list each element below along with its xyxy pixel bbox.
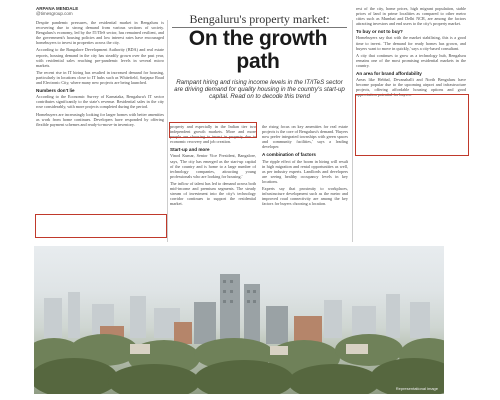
article-paragraph: A city that continues to grow as a technology hub, Bengaluru remains one of the most promising residential markets in the country. [356,52,466,68]
highlight-box [35,214,167,238]
article-paragraph: The ripple effect of the boom in hiring will result in high migration and rental opportunities as well, as per industry experts. Landlords and developers are seeing healthy occupancy levels in key locations. [262,158,348,184]
article-paragraph: According to the Economic Survey of Karnataka, Bengaluru's IT sector contributes significantly to the state's revenue. Residential sales in the city rose considerably, with more projects completed during the period. [36,94,164,110]
article-column-3 [262,124,348,242]
article-paragraph: The inflow of talent has led to demand across both mid-income and premium segments. The steady stream of investment into the city's technology corridor continues to support the residential market. [170,180,256,207]
byline [36,6,166,16]
article-deck: Rampant hiring and rising income levels in the IT/ITeS sector are driving demand for quality housing in the country's start-up capital. Read on to decode this trend [174,79,345,101]
section-subheading: An area for brand affordability [356,71,422,77]
photo-caption: Representational image [395,386,438,391]
article-paragraph: Homebuyers are increasingly looking for larger homes with better amenities as work from home continues. Developers have responded by offering flexible payment schemes and ready-to-move-in inventory. [36,111,164,127]
author-name: ARPANA MENDALE [36,6,79,11]
article-column-1 [36,20,164,244]
highlight-box [355,94,469,156]
skyline-illustration [34,246,444,394]
column-divider [352,20,353,242]
highlight-box [169,122,257,138]
section-subheading: A combination of factors [262,152,316,158]
article-paragraph: property and especially in the Indian tier two independent growth markets. More and more people are choosing to invest in property due to economic recovery and job creation. [170,124,256,145]
article-paragraph: Despite pandemic pressures, the residential market in Bengaluru is recovering due to strong demand from various sections of society. Bengaluru's economy, led by the IT/ITeS sector, has remained resilient, and the government's housing policies and low interest rates have encouraged homebuyers to invest in properties across the city. [36,20,164,46]
section-subheading: Start-up and more [170,147,210,153]
article-paragraph: Areas like Hebbal, Devanahalli and North Bengaluru have become popular due to the upcoming airport and infrastructure projects, offering affordable housing options and good appreciation potential for buyers. [356,77,466,98]
article-paragraph: Experts say that proximity to workplaces, infrastructure development such as the metro and improved road connectivity are among the key factors for buyers choosing a location. [262,186,348,207]
article-paragraph: Homebuyers say that with the market stabilising, this is a good time to invest. 'The demand for ready homes has grown, and buyers want to move in quickly,' says a city-based consultant. [356,35,466,51]
author-handle: @timesgroup.com [36,11,73,16]
section-subheading: To buy or not to buy? [356,29,403,35]
article-paragraph: rest of the city, home prices, high migrant population, stable prices of land in prime localities as compared to other metro cities such as Mumbai and Delhi NCR, are among the factors attracting investors and end users to the city's property market. [356,6,466,27]
article-paragraph: Vinod Kumar, Senior Vice President, Bangalore, says, 'The city has emerged as the start-up capital of the country and is home to a large number of technology companies, attracting young professionals who are looking for housing.' [170,153,256,179]
article-column-2 [170,124,256,242]
article-headline: On the growth path [188,27,328,73]
article-paragraph: the rising focus on key amenities for real estate projects is the core of Bengaluru's demand. 'Buyers now prefer integrated townships with green spaces and community facilities,' says a leading developer. [262,124,348,150]
article-kicker: Bengaluru's property market: [189,12,330,26]
article-paragraph: The recent rise in IT hiring has resulted in increased demand for housing, particularly in locations close to IT hubs such as Whitefield, Sarjapur Road and Electronic City, where many new projects are being launched. [36,69,164,86]
city-skyline-photo [34,246,444,394]
section-subheading: Numbers don't lie [36,88,75,94]
article-paragraph: According to the Bangalore Development Authority (BDA) and real estate reports, housing demand in the city has steadily grown over the past year, with residential sales reaching pre-pandemic levels in several micro markets. [36,47,164,68]
